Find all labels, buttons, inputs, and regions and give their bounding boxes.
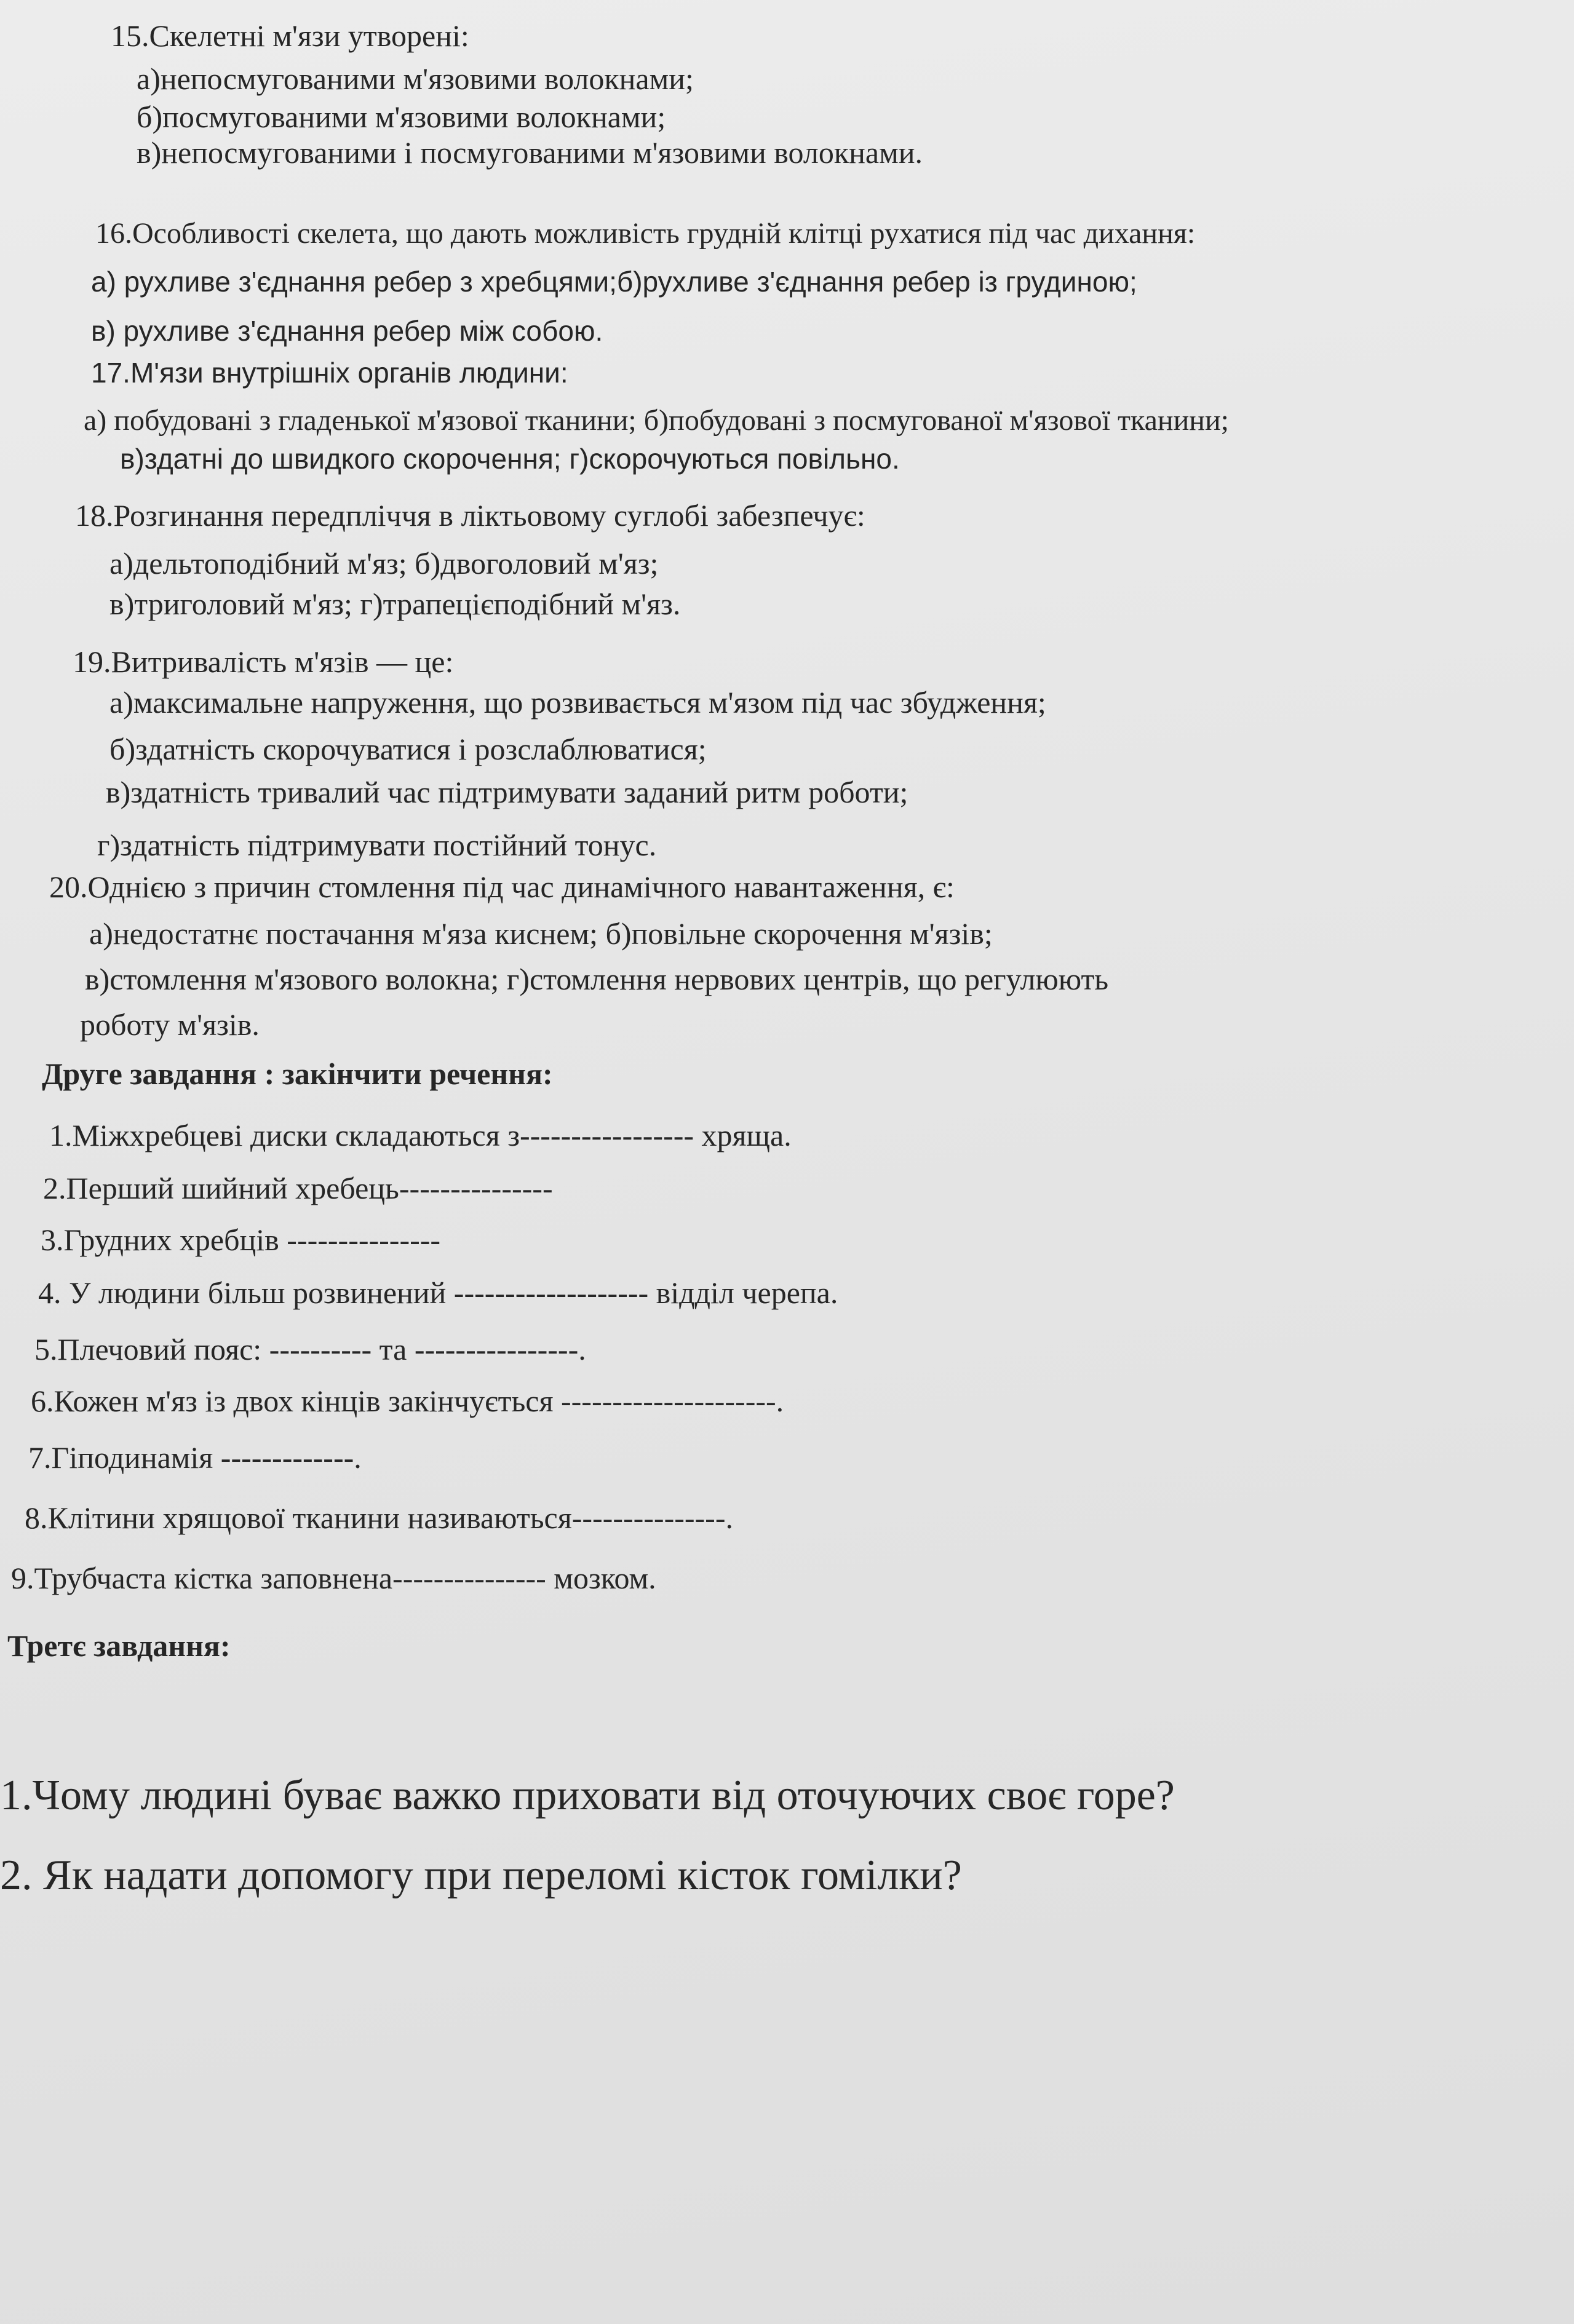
question-15: 15.Скелетні м'язи утворені:	[111, 18, 469, 53]
question-20: 20.Однією з причин стомлення під час динамічного навантаження, є:	[49, 870, 955, 904]
answer-16c: в) рухливе з'єднання ребер між собою.	[91, 315, 603, 347]
answer-16ab: а) рухливе з'єднання ребер з хребцями;б)рухливе з'єднання ребер із грудиною;	[91, 266, 1137, 298]
task-two-item-7: 7.Гіподинамія -------------.	[28, 1440, 362, 1475]
answer-17ab: а) побудовані з гладенької м'язової тканини; б)побудовані з посмугованої м'язової тканини;	[84, 404, 1229, 437]
answer-19b: б)здатність скорочуватися і розслаблюватися;	[109, 732, 707, 766]
answer-20ab: а)недостатнє постачання м'яза киснем; б)повільне скорочення м'язів;	[89, 916, 993, 951]
task-two-item-4: 4. У людини більш розвинений ------------------- відділ черепа.	[38, 1275, 838, 1310]
task-two-item-2: 2.Перший шийний хребець---------------	[43, 1171, 553, 1205]
answer-18ab: а)дельтоподібний м'яз; б)двоголовий м'яз;	[109, 546, 659, 581]
answer-15c: в)непосмугованими і посмугованими м'язовими волокнами.	[137, 135, 923, 170]
answer-17cd: в)здатні до швидкого скорочення; г)скорочуються повільно.	[120, 443, 900, 475]
task-three-heading: Третє завдання:	[7, 1628, 231, 1663]
answer-19c: в)здатність тривалий час підтримувати заданий ритм роботи;	[106, 775, 908, 809]
task-two-item-1: 1.Міжхребцеві диски складаються з----------------- хряща.	[49, 1118, 792, 1152]
question-19: 19.Витривалість м'язів — це:	[73, 644, 454, 679]
answer-18cd: в)триголовий м'яз; г)трапецієподібний м'яз.	[109, 587, 681, 621]
task-two-item-9: 9.Трубчаста кістка заповнена--------------- мозком.	[11, 1561, 656, 1595]
question-16: 16.Особливості скелета, що дають можливість грудній клітці рухатися під час дихання:	[95, 217, 1196, 250]
task-two-item-5: 5.Плечовий пояс: ---------- та ----------------.	[34, 1332, 586, 1366]
task-two-item-3: 3.Грудних хребців ---------------	[41, 1223, 441, 1257]
task-three-item-1: 1.Чому людині буває важко приховати від оточуючих своє горе?	[0, 1772, 1175, 1819]
question-18: 18.Розгинання передпліччя в ліктьовому суглобі забезпечує:	[75, 498, 865, 533]
question-17: 17.М'язи внутрішніх органів людини:	[91, 357, 568, 389]
task-three-item-2: 2. Як надати допомогу при переломі кісток гомілки?	[0, 1852, 962, 1899]
answer-19d: г)здатність підтримувати постійний тонус.	[97, 828, 657, 862]
answer-19a: а)максимальне напруження, що розвивається м'язом під час збудження;	[109, 685, 1046, 720]
task-two-heading: Друге завдання : закінчити речення:	[42, 1057, 553, 1091]
task-two-item-6: 6.Кожен м'яз із двох кінців закінчується ---------------------.	[31, 1384, 784, 1418]
answer-20cd-continued: роботу м'язів.	[80, 1007, 260, 1042]
task-two-item-8: 8.Клітини хрящової тканини називаються---------------.	[25, 1501, 733, 1535]
answer-20cd: в)стомлення м'язового волокна; г)стомлення нервових центрів, що регулюють	[85, 962, 1109, 996]
answer-15a: а)непосмугованими м'язовими волокнами;	[137, 61, 694, 96]
answer-15b: б)посмугованими м'язовими волокнами;	[137, 100, 666, 134]
